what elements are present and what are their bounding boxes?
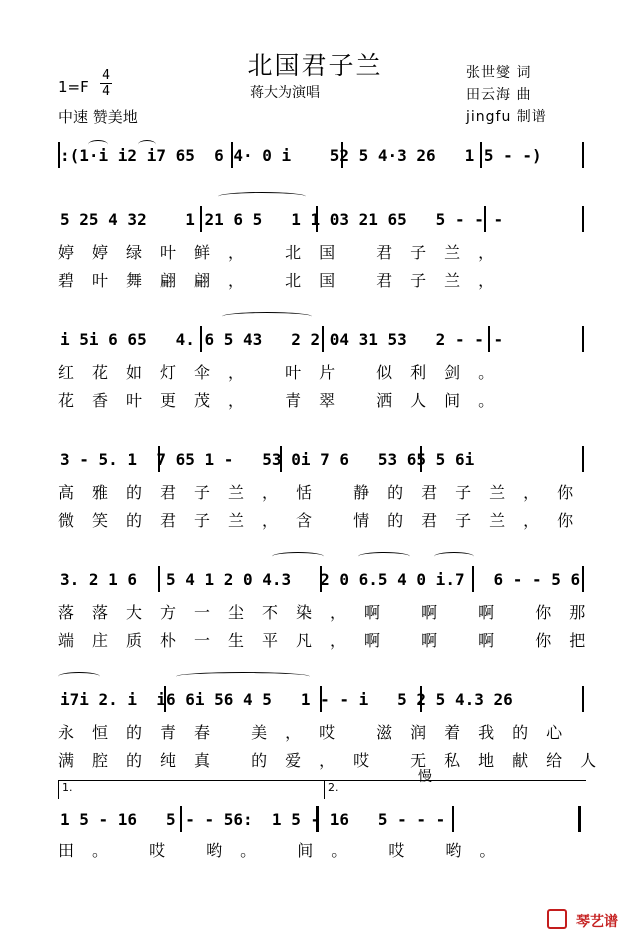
barline	[582, 326, 584, 352]
slur	[434, 552, 474, 561]
lyric-line-2: 端庄质朴一生平凡，啊 啊 啊 你把	[58, 631, 604, 650]
slow-marking: 慢	[418, 769, 432, 785]
notes: 1 5 - 16 5 - - 56: 1 5 - 16 5 - - -	[60, 810, 446, 829]
notation-row-7	[0, 806, 630, 832]
notation-row-2	[0, 206, 630, 232]
page-title: 北国君子兰	[247, 51, 383, 80]
time-signature	[100, 68, 112, 99]
notes: 5 25 4 32 1 21 6 5 1 1 03 21 65 5 - - -	[60, 210, 504, 229]
lyric-line-1: 落落大方一尘不染，啊 啊 啊 你那	[58, 603, 604, 622]
slur	[222, 312, 312, 321]
slur	[138, 140, 156, 149]
time-sig-bottom: 4	[100, 83, 112, 99]
lyric-line-2: 微笑的君子兰，含 情的君子兰，你	[58, 511, 592, 530]
notation-row-6	[0, 686, 630, 712]
notation-row-3	[0, 326, 630, 352]
slur	[358, 552, 410, 561]
barline	[582, 142, 584, 168]
notation-row-4	[0, 446, 630, 472]
singer: 蒋大为演唱	[250, 85, 320, 101]
notes: i 5i 6 65 4. 6 5 43 2 2 04 31 53 2 - - -	[60, 330, 504, 349]
slur	[58, 672, 100, 681]
barline	[452, 806, 454, 832]
slur	[176, 672, 310, 681]
barline	[582, 206, 584, 232]
volta-1: 1.	[58, 780, 324, 799]
lyric-line-2: 花香叶更茂， 青翠 洒人间。	[58, 391, 513, 410]
slur	[272, 552, 324, 561]
lyric-line-1: 永恒的青春 美，哎 滋润着我的心	[58, 723, 581, 742]
slur	[218, 192, 306, 201]
site-logo	[547, 909, 618, 931]
lyric-line-1: 婷婷绿叶鲜， 北国 君子兰，	[58, 243, 513, 262]
composer: 田云海 曲	[466, 87, 532, 103]
barline	[582, 686, 584, 712]
final-bar	[578, 806, 581, 832]
barline	[582, 566, 584, 592]
lyric-line-1: 红花如灯伞， 叶片 似利剑。	[58, 363, 513, 382]
lyricist: 张世燮 词	[466, 65, 532, 81]
slur	[88, 140, 108, 149]
logo-text: 琴艺谱	[576, 914, 618, 930]
logo-icon	[547, 909, 567, 929]
volta-2: 2.	[324, 780, 586, 799]
notes: i7i 2. i i6 6i 56 4 5 1 - - i 5 2 5 4.3 26	[60, 690, 513, 709]
key-signature: 1=F	[58, 78, 89, 96]
lyric-line-1: 高雅的君子兰，恬 静的君子兰，你	[58, 483, 592, 502]
lyric-line-2: 碧叶舞翩翩， 北国 君子兰，	[58, 271, 513, 290]
time-sig-top: 4	[102, 68, 110, 83]
notes: :(1·i i2 i7 65 6 4· 0 i 52 5 4·3 26 1 5 - -)	[60, 146, 542, 165]
notes: 3 - 5. 1 7 65 1 - 53 0i 7 6 53 65 5 6i	[60, 450, 475, 469]
notes: 3. 2 1 6 5 4 1 2 0 4.3 2 0 6.5 4 0 i.7 6 - - 5 6	[60, 570, 581, 589]
notation-row-5	[0, 566, 630, 592]
transcriber: jingfu 制谱	[466, 109, 547, 125]
lyric-line-2: 满腔的纯真 的爱，哎 无私地献给人	[58, 751, 615, 770]
barline	[582, 446, 584, 472]
tempo-marking: 中速 赞美地	[58, 108, 138, 126]
lyric-line-1: 田。 哎 哟。 间。 哎 哟。	[58, 841, 514, 860]
